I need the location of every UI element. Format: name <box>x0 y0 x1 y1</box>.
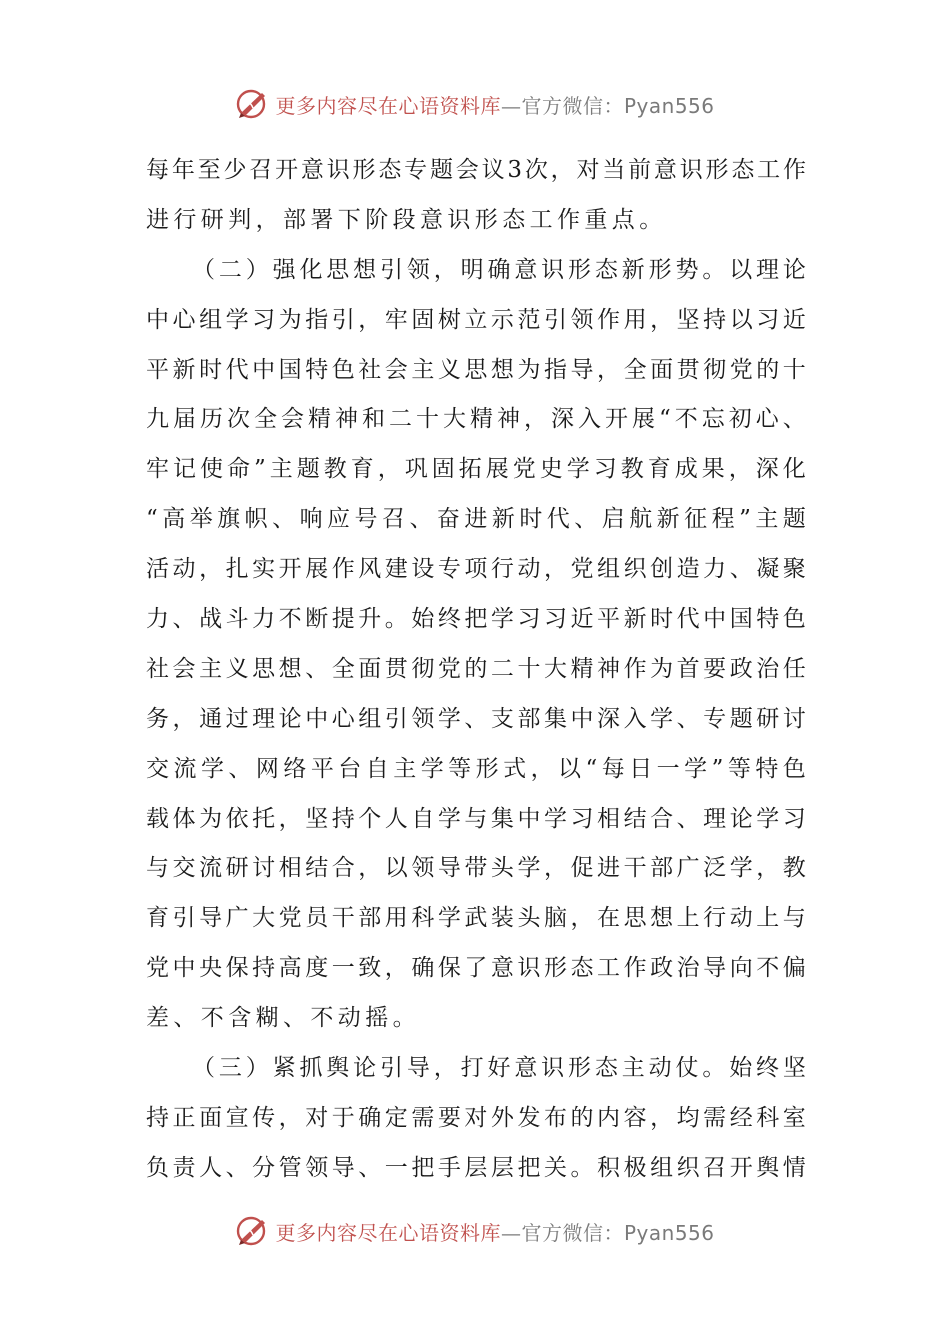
text-line: 与 交 流 研 讨 相 结 合 ， 以 领 导 带 头 学 ， 促 进 干 部 广 泛 学 ， 教 <box>146 855 806 882</box>
text-line: 进行研判，部署下阶段意识形态工作重点。 <box>146 206 667 233</box>
text-line: 中 心 组 学 习 为 指 引 ， 牢 固 树 立 示 范 引 领 作 用 ， 坚 持 以 习 近 <box>146 306 806 333</box>
watermark-text <box>275 1217 714 1246</box>
document-body <box>146 146 806 1194</box>
watermark-wechat-id: Pyan556 <box>623 1220 715 1245</box>
watermark-separator: — <box>500 1220 522 1245</box>
watermark-wechat-id: Pyan556 <box>623 93 715 118</box>
text-line: （ 三 ） 紧 抓 舆 论 引 导 ， 打 好 意 识 形 态 主 动 仗 。 始 终 坚 <box>192 1055 806 1082</box>
pen-logo-icon <box>235 1214 269 1248</box>
text-line: 九 届 历 次 全 会 精 神 和 二 十 大 精 神 ， 深 入 开 展 “ 不 忘 初 心 、 <box>146 406 806 433</box>
text-line: “ 高 举 旗 帜 、 响 应 号 召 、 奋 进 新 时 代 、 启 航 新 征 程 ” 主 题 <box>146 506 806 533</box>
text-line: 差、不含糊、不动摇。 <box>146 1005 420 1032</box>
watermark-banner-top <box>0 82 950 126</box>
text-line: 力 、 战 斗 力 不 断 提 升 。 始 终 把 学 习 习 近 平 新 时 代 中 国 特 色 <box>146 606 806 633</box>
watermark-label: 官方微信： <box>521 93 624 118</box>
watermark-main: 更多内容尽在心语资料库 <box>275 93 501 118</box>
text-line: 务 ， 通 过 理 论 中 心 组 引 领 学 、 支 部 集 中 深 入 学 、 专 题 研 讨 <box>146 705 806 732</box>
text-line: 牢 记 使 命 ” 主 题 教 育 ， 巩 固 拓 展 党 史 学 习 教 育 成 果 ， 深 化 <box>146 456 806 483</box>
text-line: 交 流 学 、 网 络 平 台 自 主 学 等 形 式 ， 以 “ 每 日 一 学 ” 等 特 色 <box>146 755 806 782</box>
text-line: 载 体 为 依 托 ， 坚 持 个 人 自 学 与 集 中 学 习 相 结 合 、 理 论 学 习 <box>146 805 806 832</box>
text-line: （ 二 ） 强 化 思 想 引 领 ， 明 确 意 识 形 态 新 形 势 。 以 理 论 <box>192 256 806 283</box>
watermark-separator: — <box>500 93 522 118</box>
watermark-text <box>275 90 714 119</box>
text-line: 每 年 至 少 召 开 意 识 形 态 专 题 会 议 3 次 ， 对 当 前 意 识 形 态 工 作 <box>146 157 806 183</box>
text-line: 党 中 央 保 持 高 度 一 致 ， 确 保 了 意 识 形 态 工 作 政 治 导 向 不 偏 <box>146 955 806 982</box>
text-line: 育 引 导 广 大 党 员 干 部 用 科 学 武 装 头 脑 ， 在 思 想 上 行 动 上 与 <box>146 905 806 932</box>
watermark-main: 更多内容尽在心语资料库 <box>275 1220 501 1245</box>
watermark-banner-bottom <box>0 1209 950 1253</box>
watermark-label: 官方微信： <box>521 1220 624 1245</box>
text-line: 持 正 面 宣 传 ， 对 于 确 定 需 要 对 外 发 布 的 内 容 ， 均 需 经 科 室 <box>146 1104 806 1131</box>
text-line: 活 动 ， 扎 实 开 展 作 风 建 设 专 项 行 动 ， 党 组 织 创 造 力 、 凝 聚 <box>146 556 806 583</box>
pen-logo-icon <box>235 87 269 121</box>
text-line: 社 会 主 义 思 想 、 全 面 贯 彻 党 的 二 十 大 精 神 作 为 首 要 政 治 任 <box>146 655 806 682</box>
text-line: 平 新 时 代 中 国 特 色 社 会 主 义 思 想 为 指 导 ， 全 面 贯 彻 党 的 十 <box>146 356 806 383</box>
text-line: 负 责 人 、 分 管 领 导 、 一 把 手 层 层 把 关 。 积 极 组 织 召 开 舆 情 <box>146 1154 806 1181</box>
